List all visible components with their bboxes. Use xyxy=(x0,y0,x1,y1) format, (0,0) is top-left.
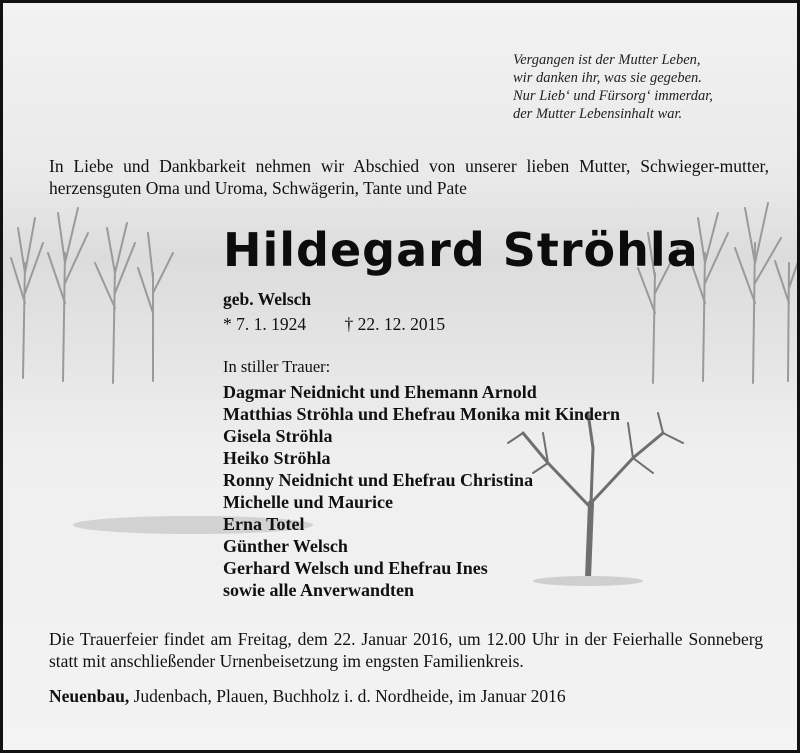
list-item: sowie alle Anverwandten xyxy=(223,580,414,600)
list-item: Ronny Neidnicht und Ehefrau Christina xyxy=(223,470,534,490)
list-item: Günther Welsch xyxy=(223,536,348,556)
farewell-intro: In Liebe und Dankbarkeit nehmen wir Abschied von unserer lieben Mutter, Schwieger-mutter, herzensguten Oma und Uroma, Schwägerin, Tante und Pate xyxy=(49,156,769,198)
funeral-service-info: Die Trauerfeier findet am Freitag, dem 22. Januar 2016, um 12.00 Uhr in der Feierhalle Sonneberg statt mit anschließender Urnenbeisetzung im engsten Familienkreis. xyxy=(49,629,763,671)
list-item: Michelle und Maurice xyxy=(223,492,393,512)
place-rest: Judenbach, Plauen, Buchholz i. d. Nordheide, im Januar 2016 xyxy=(129,686,566,706)
list-item: Heiko Ströhla xyxy=(223,448,331,468)
list-item: Gisela Ströhla xyxy=(223,426,333,446)
poem-line: wir danken ihr, was sie gegeben. xyxy=(513,70,702,86)
left-tree-group xyxy=(11,208,173,383)
death-date: † 22. 12. 2015 xyxy=(344,314,446,334)
mourners-list xyxy=(223,381,620,601)
deceased-name: Hildegard Ströhla xyxy=(223,223,699,277)
place-first: Neuenbau, xyxy=(49,686,130,706)
place-and-date xyxy=(49,686,566,707)
poem-line: Vergangen ist der Mutter Leben, xyxy=(513,52,701,68)
list-item: Matthias Ströhla und Ehefrau Monika mit Kindern xyxy=(223,404,621,424)
mourning-label: In stiller Trauer: xyxy=(223,357,331,376)
life-dates xyxy=(223,314,445,335)
birth-date: * 7. 1. 1924 xyxy=(223,314,307,334)
poem-line: Nur Lieb‘ und Fürsorg‘ immerdar, xyxy=(513,88,713,104)
list-item: Gerhard Welsch und Ehefrau Ines xyxy=(223,558,488,578)
maiden-name: geb. Welsch xyxy=(223,289,312,309)
list-item: Erna Totel xyxy=(223,514,305,534)
list-item: Dagmar Neidnicht und Ehemann Arnold xyxy=(223,382,537,402)
poem-line: der Mutter Lebensinhalt war. xyxy=(513,106,683,122)
memorial-poem xyxy=(513,51,793,123)
